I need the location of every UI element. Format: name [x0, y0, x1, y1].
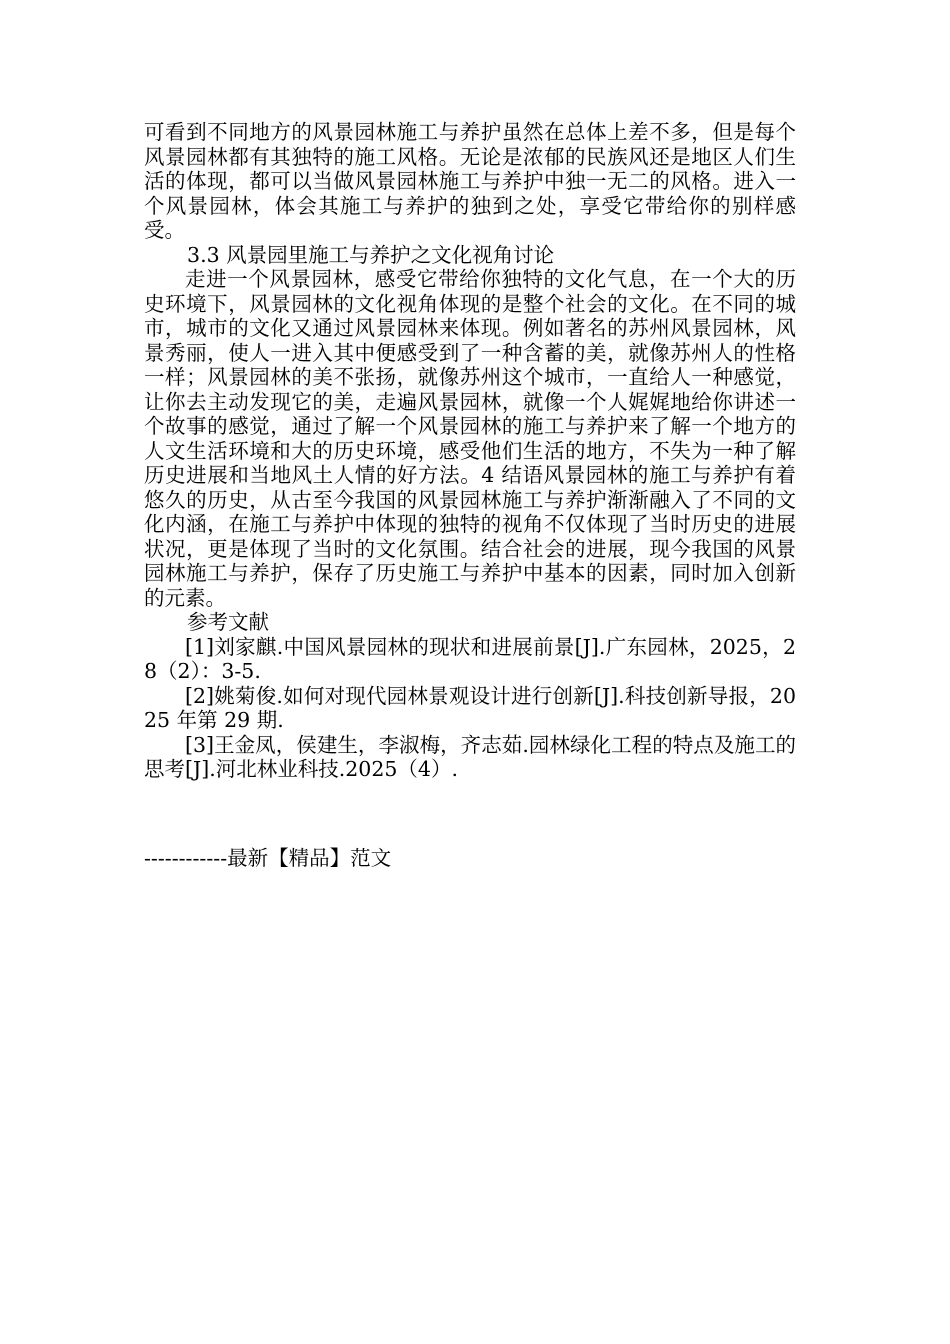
reference-item-2: [2]姚菊俊.如何对现代园林景观设计进行创新[J].科技创新导报，2025 年第 29 期.	[144, 683, 796, 732]
references-heading: 参考文献	[187, 610, 270, 634]
paragraph-continuation: 可看到不同地方的风景园林施工与养护虽然在总体上差不多，但是每个风景园林都有其独特的施工风格。无论是浓郁的民族风还是地区人们生活的体现，都可以当做风景园林施工与养护中独一无二的风格。进入一个风景园林，体会其施工与养护的独到之处，享受它带给你的别样感受。	[144, 120, 796, 242]
section-heading-3-3: 3.3 风景园里施工与养护之文化视角讨论	[187, 242, 555, 267]
paragraph-cultural-perspective: 走进一个风景园林，感受它带给你独特的文化气息，在一个大的历史环境下，风景园林的文化视角体现的是整个社会的文化。在不同的城市，城市的文化又通过风景园林来体现。例如著名的苏州风景园林，风景秀丽，使人一进入其中便感受到了一种含蓄的美，就像苏州人的性格一样；风景园林的美不张扬，就像苏州这个城市，一直给人一种感觉，让你去主动发现它的美，走遍风景园林，就像一个人娓娓地给你讲述一个故事的感觉，通过了解一个风景园林的施工与养护来了解一个地方的人文生活环境和大的历史环境，感受他们生活的地方，不失为一种了解历史进展和当地风土人情的好方法。4 结语风景园林的施工与养护有着悠久的历史，从古至今我国的风景园林施工与养护渐渐融入了不同的文化内涵，在施工与养护中体现的独特的视角不仅体现了当时历史的进展状况，更是体现了当时的文化氛围。结合社会的进展，现今我国的风景园林施工与养护，保存了历史施工与养护中基本的因素，同时加入创新的元素。	[144, 267, 796, 610]
document-body	[144, 120, 796, 782]
footer-tagline: ------------最新【精品】范文	[144, 846, 392, 870]
reference-item-1: [1]刘家麒.中国风景园林的现状和进展前景[J].广东园林，2025，28（2）：3-5.	[144, 634, 796, 683]
reference-item-3: [3]王金凤，侯建生，李淑梅，齐志茹.园林绿化工程的特点及施工的思考[J].河北林业科技.2025（4）.	[144, 732, 796, 781]
